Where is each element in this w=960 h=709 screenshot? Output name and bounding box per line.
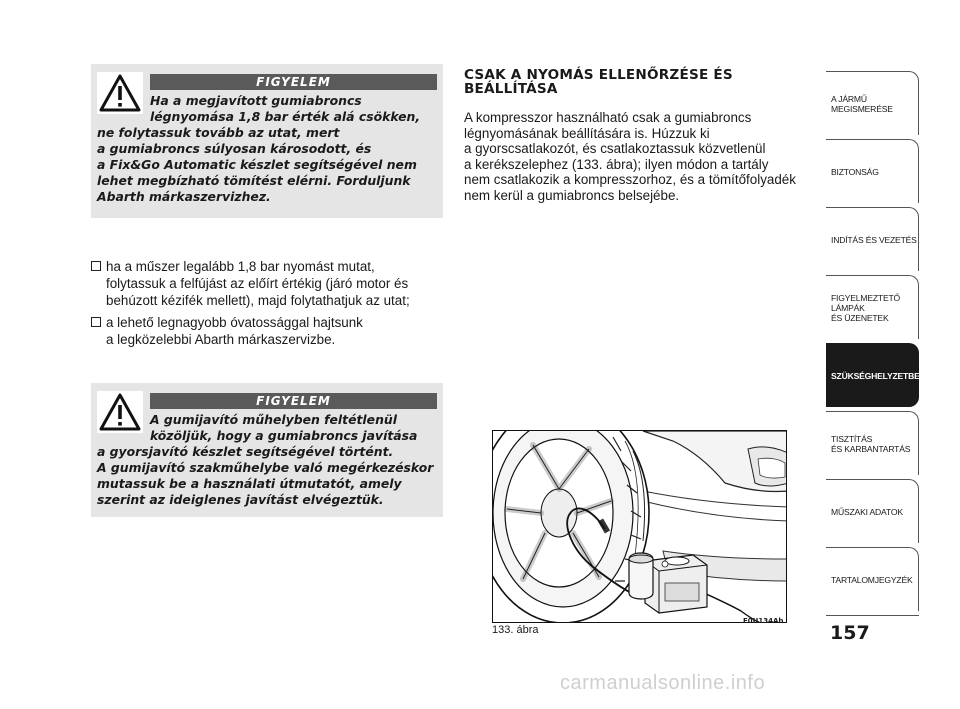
tab-inditas-es-vezetes[interactable]	[826, 207, 919, 271]
figure-caption: 133. ábra	[492, 624, 539, 636]
tab-label: A JÁRMŰ	[831, 93, 867, 104]
warning-line: közöljük, hogy a gumiabroncs javítása	[150, 428, 418, 443]
tab-tisztitas-es-karbantartas[interactable]	[826, 411, 919, 475]
compressor-tire-illustration	[493, 431, 787, 623]
tabs-bottom-line	[826, 615, 919, 616]
tab-label: SZÜKSÉGHELYZETBEN	[831, 370, 926, 381]
bullet-line: a lehető legnagyobb óvatossággal hajtsunk	[106, 315, 363, 330]
bullet-line: ha a műszer legalább 1,8 bar nyomást mutat,	[106, 259, 375, 274]
figure-code: F0U134Ab	[743, 617, 784, 625]
body-line: nem kerül a gumiabroncs belsejébe.	[464, 187, 680, 203]
list-item	[91, 314, 451, 348]
tab-label: LÁMPÁK	[831, 302, 865, 313]
tab-label: MEGISMERÉSE	[831, 103, 893, 114]
warning-box-1	[91, 64, 443, 218]
list-item	[91, 258, 451, 309]
title-line: BEÁLLÍTÁSA	[464, 81, 558, 97]
tab-label: ÉS ÜZENETEK	[831, 312, 889, 323]
figure-compressor-illustration	[492, 430, 787, 623]
body-line: a kerékszelephez (133. ábra); ilyen módon a tartály	[464, 156, 769, 172]
warning-line: szerint az ideiglenes javítást elvégeztük.	[97, 492, 384, 507]
warning-line: Abarth márkaszervizhez.	[97, 189, 271, 204]
tab-label: INDÍTÁS ÉS VEZETÉS	[831, 234, 917, 245]
tab-label: ÉS KARBANTARTÁS	[831, 443, 911, 454]
warning-line: ne folytassuk tovább az utat, mert	[97, 125, 340, 140]
warning-line: a Fix&Go Automatic készlet segítségével nem	[97, 157, 417, 172]
tab-tartalomjegyzek[interactable]	[826, 547, 919, 611]
tab-muszaki-adatok[interactable]	[826, 479, 919, 543]
tab-biztonsag[interactable]	[826, 139, 919, 203]
warning-line: a gumiabroncs súlyosan károsodott, és	[97, 141, 372, 156]
tab-label: MŰSZAKI ADATOK	[831, 506, 903, 517]
body-line: légnyomásának beállítására is. Húzzuk ki	[464, 125, 710, 141]
bullet-line: folytassuk a felfújást az előírt értékig (járó motor és	[106, 276, 409, 291]
tab-szukseghelyzetben[interactable]	[826, 343, 926, 407]
tab-label: BIZTONSÁG	[831, 166, 879, 177]
warning-line: A gumijavító műhelyben feltétlenül	[150, 412, 397, 427]
section-body	[464, 110, 824, 203]
warning-box-2	[91, 383, 443, 517]
tab-label: TARTALOMJEGYZÉK	[831, 574, 913, 585]
warning-line: lehet megbízható tömítést elérni. Forduljunk	[97, 173, 411, 188]
watermark: carmanualsonline.info	[560, 672, 766, 694]
body-line: A kompresszor használható csak a gumiabroncs	[464, 110, 752, 125]
bullet-line: behúzott kézifék mellett), majd folytathatjuk az utat;	[106, 293, 410, 308]
checkbox-bullet-icon	[91, 261, 101, 271]
warning-line: A gumijavító szakműhelybe való megérkezéskor	[97, 460, 434, 475]
tab-label: FIGYELMEZTETŐ	[831, 292, 901, 303]
title-line: CSAK A NYOMÁS ELLENŐRZÉSE ÉS	[464, 67, 733, 83]
tab-figyelmezteto-lampak[interactable]	[826, 275, 919, 339]
warning-header: FIGYELEM	[150, 393, 437, 409]
warning-line: a gyorsjavító készlet segítségével történt.	[97, 444, 394, 459]
warning-text	[97, 93, 435, 205]
body-line: nem csatlakozik a kompresszorhoz, és a tömítőfolyadék	[464, 172, 796, 187]
checkbox-bullet-icon	[91, 317, 101, 327]
warning-text	[97, 412, 435, 508]
warning-line: mutassuk be a használati útmutatót, amely	[97, 476, 402, 491]
bullet-line: a legközelebbi Abarth márkaszervizbe.	[106, 332, 336, 347]
tab-a-jarmu-megismerese[interactable]	[826, 71, 919, 135]
bullet-list	[91, 258, 451, 353]
section-title	[464, 68, 824, 96]
warning-header: FIGYELEM	[150, 74, 437, 90]
body-line: a gyorscsatlakozót, és csatlakoztassuk közvetlenül	[464, 141, 766, 156]
warning-line: légnyomása 1,8 bar érték alá csökken,	[150, 109, 421, 124]
warning-line: Ha a megjavított gumiabroncs	[150, 93, 362, 108]
tab-label: TISZTÍTÁS	[831, 433, 873, 444]
page-number: 157	[830, 622, 870, 644]
